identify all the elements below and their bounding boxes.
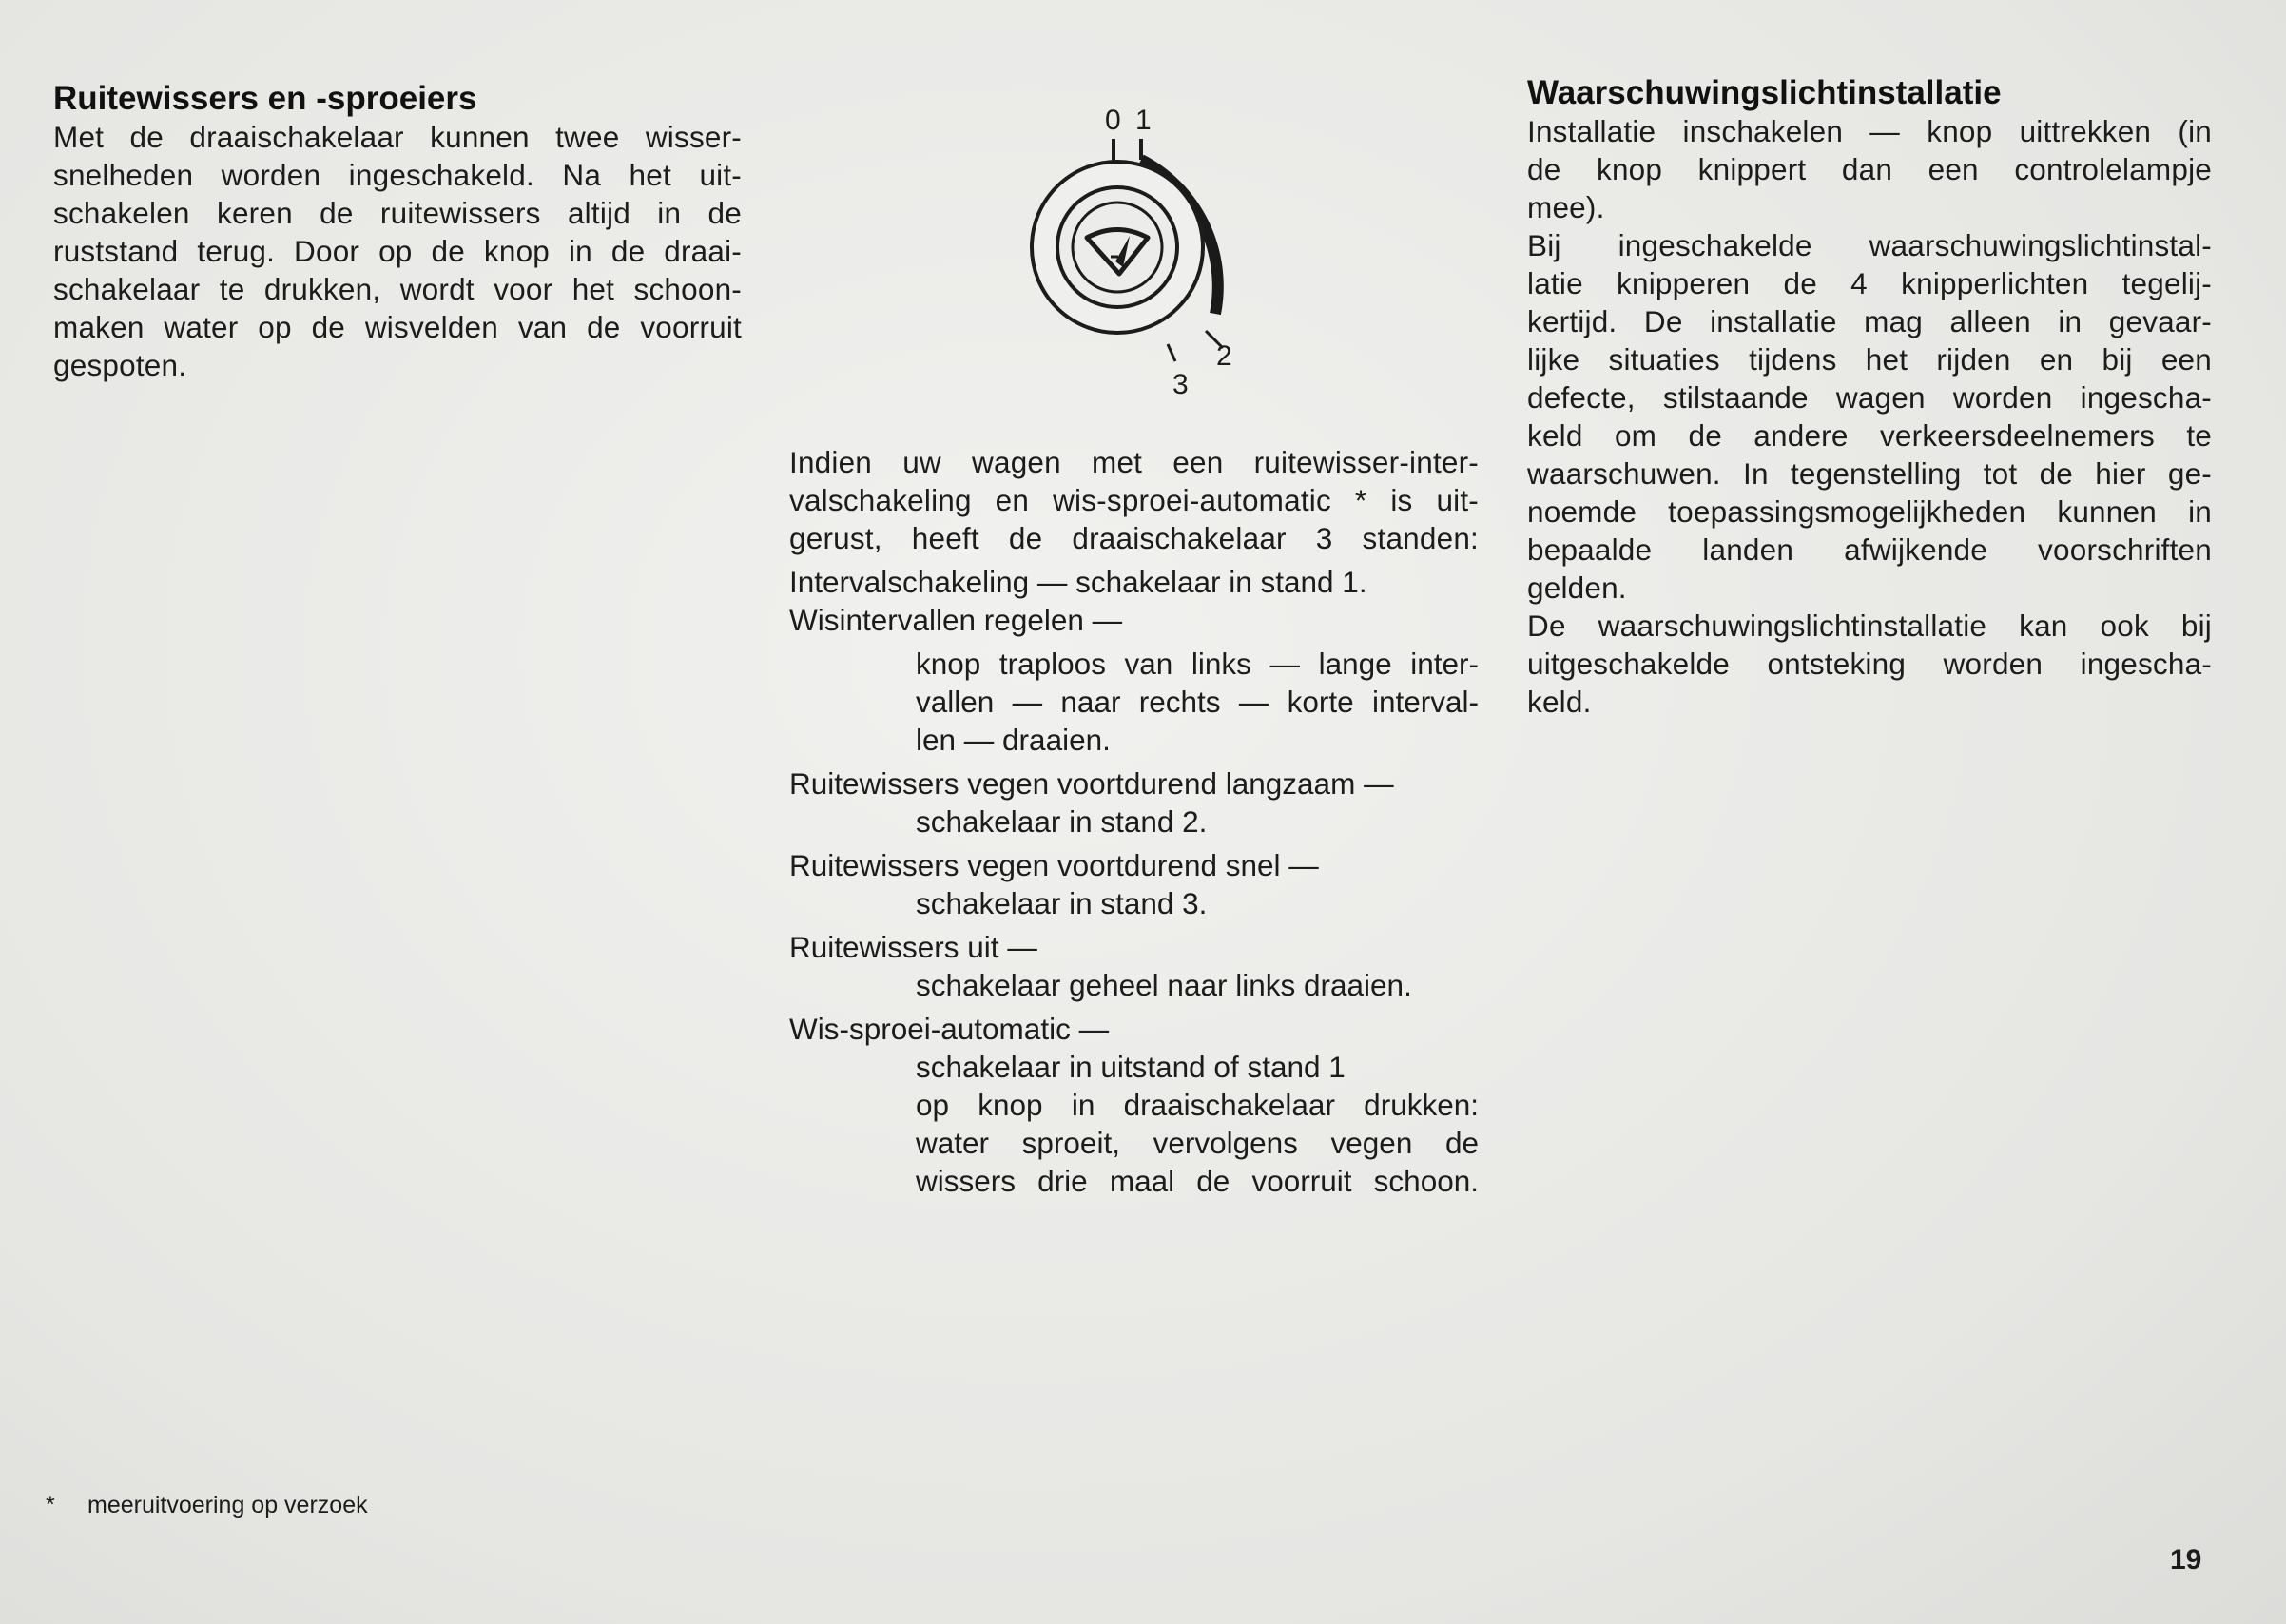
text-line: gespoten. [53,348,187,382]
text-line: de knop knippert dan een controlelampje [1527,152,2212,186]
text-line: ruststand terug. Door op de knop in de draai- [53,234,742,268]
item-detail-line: water sproeit, vervolgens vegen de [916,1126,1479,1160]
wipers-section [53,80,742,384]
switch-item-interval-adjust [789,601,1479,759]
text-line: keld. [1527,685,1592,719]
item-label: Intervalschakeling — schakelaar in stand 1. [789,565,1367,599]
dial-tick-3 [1168,344,1175,361]
switch-intro [789,443,1479,557]
switch-item-wash-wipe [789,1010,1479,1200]
footnote-text: meeruitvoering op verzoek [87,1492,368,1518]
switch-item-fast [789,846,1479,922]
text-line: noemde toepassingsmogelijkheden kunnen in [1527,494,2212,529]
text-line: defecte, stilstaande wagen worden ingescha- [1527,380,2212,415]
wipers-heading: Ruitewissers en -sproeiers [53,80,477,117]
switch-item-interval [789,563,1479,601]
footnote [46,1491,368,1519]
item-detail-line: schakelaar in stand 2. [916,804,1208,839]
item-detail-line: knop traploos van links — lange inter- [916,647,1479,681]
wipers-paragraph [53,118,742,384]
item-detail-line: schakelaar geheel naar links draaien. [916,968,1412,1002]
text-line: waarschuwen. In tegenstelling tot de hier ge- [1527,456,2212,491]
text-line: lijke situaties tijdens het rijden en bij een [1527,342,2212,377]
text-line: kertijd. De installatie mag alleen in gevaar- [1527,304,2212,338]
item-detail-line: vallen — naar rechts — korte interval- [916,685,1479,719]
text-line: latie knipperen de 4 knipperlichten tegelij- [1527,266,2212,300]
text-line: gerust, heeft de draaischakelaar 3 standen: [789,521,1479,555]
text-line: keld om de andere verkeersdeelnemers te [1527,418,2212,453]
hazard-heading: Waarschuwingslichtinstallatie [1527,74,2002,111]
wiper-rotary-switch-illustration [998,105,1284,399]
text-line: Met de draaischakelaar kunnen twee wisser- [53,120,742,154]
switch-item-off [789,928,1479,1004]
item-detail-line: schakelaar in uitstand of stand 1 [916,1050,1346,1084]
text-line: De waarschuwingslichtinstallatie kan ook bij [1527,609,2212,643]
item-detail-line: op knop in draaischakelaar drukken: [916,1088,1479,1122]
item-detail-line: len — draaien. [916,723,1111,757]
item-label: Ruitewissers vegen voortdurend langzaam — [789,766,1394,801]
text-line: Indien uw wagen met een ruitewisser-inter- [789,445,1479,479]
item-label: Wis-sproei-automatic — [789,1012,1110,1046]
dial-knob [1057,187,1177,307]
hazard-paragraph [1527,112,2212,721]
text-line: Bij ingeschakelde waarschuwingslichtinstal- [1527,228,2212,262]
text-line: schakelaar te drukken, wordt voor het schoon- [53,272,742,306]
dial-label-1: 1 [1135,105,1152,136]
switch-item-slow [789,764,1479,841]
item-label: Ruitewissers vegen voortdurend snel — [789,848,1319,882]
text-line: valschakeling en wis-sproei-automatic * is uit- [789,483,1479,517]
dial-label-0: 0 [1105,105,1121,136]
text-line: schakelen keren de ruitewissers altijd in de [53,196,742,230]
text-line: gelden. [1527,570,1627,605]
dial-label-3: 3 [1172,369,1189,399]
item-label: Ruitewissers uit — [789,930,1037,964]
text-line: Installatie inschakelen — knop uittrekken (in [1527,114,2212,148]
page-number: 19 [2170,1544,2202,1576]
text-line: bepaalde landen afwijkende voorschriften [1527,532,2212,567]
text-line: snelheden worden ingeschakeld. Na het uit- [53,158,742,192]
item-label: Wisintervallen regelen — [789,603,1123,637]
dial-label-2: 2 [1216,340,1232,372]
item-detail-line: wissers drie maal de voorruit schoon. [916,1164,1479,1198]
text-line: uitgeschakelde ontsteking worden ingescha- [1527,647,2212,681]
hazard-lights-section [1527,74,2212,721]
text-line: maken water op de wisvelden van de voorruit [53,310,742,344]
footnote-asterisk: * [46,1492,55,1518]
item-detail-line: schakelaar in stand 3. [916,886,1208,920]
text-line: mee). [1527,190,1605,224]
switch-positions-section [789,443,1479,1200]
